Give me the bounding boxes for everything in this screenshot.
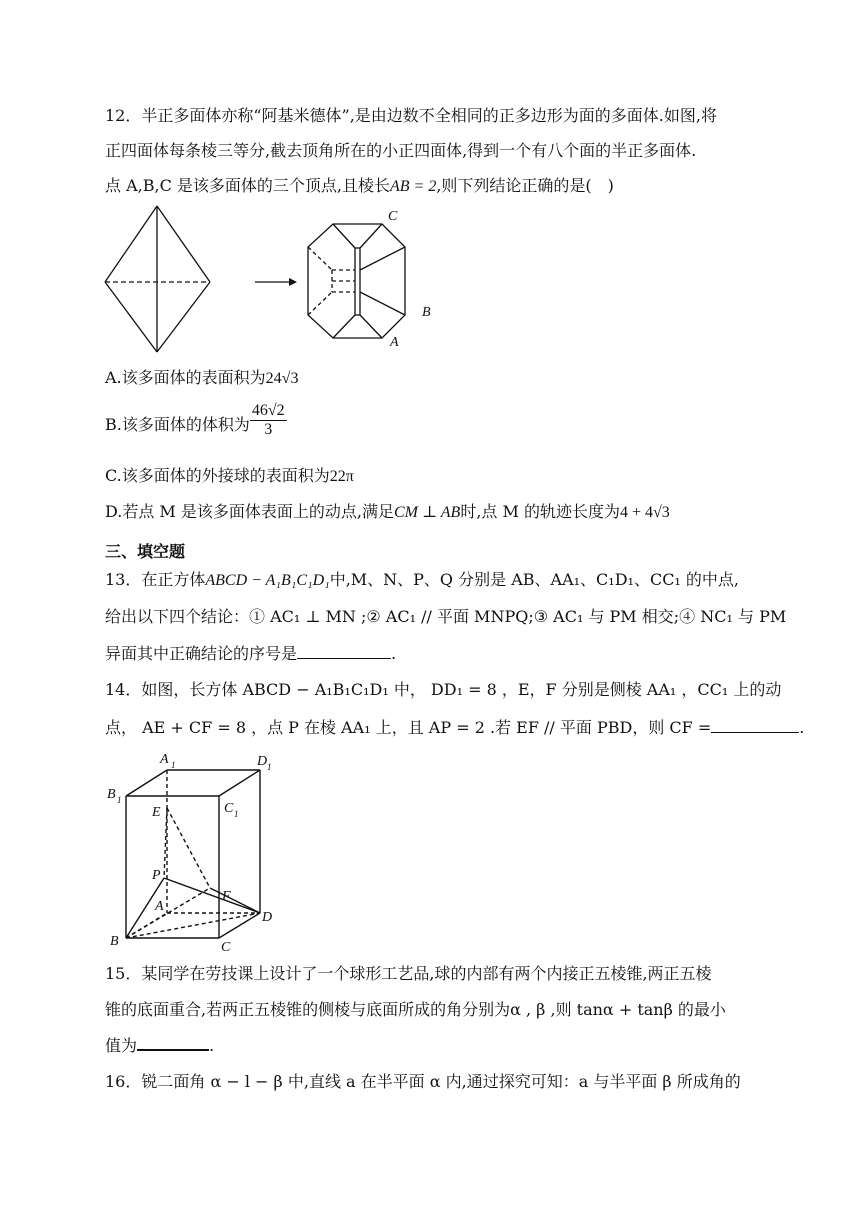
label-c1-sub: 1 [234,809,239,819]
label-f: F [222,889,231,904]
option-d-text-2: 时,点 M 的轨迹长度为 [460,502,620,521]
option-b-text: B.该多面体的体积为 [105,415,250,434]
q12-line-1: 12．半正多面体亦称“阿基米德体”,是由边数不全相同的正多边形为面的多面体.如图,将 [105,106,717,125]
q12-line-2: 正四面体每条棱三等分,截去顶角所在的小正四面体,得到一个有八个面的半正多面体. [105,141,697,160]
truncated-solid-drawing [308,224,405,338]
q12-option-a [105,368,298,389]
option-d-value: 4 + 4√3 [619,504,670,521]
option-d-text: D.若点 M 是该多面体表面上的动点,满足 [105,502,394,521]
q13-line-1 [105,570,739,591]
label-a1-sub: 1 [171,760,176,770]
label-d1-sub: 1 [267,762,272,772]
label-c: C [388,209,398,224]
q14-line-2 [105,718,804,738]
q15-answer-blank[interactable] [137,1049,209,1051]
label-c: C [221,940,231,953]
q13-line-3-text: 异面其中正确结论的序号是 [105,644,298,663]
q12-line-3 [105,176,614,197]
option-d-condition: CM ⊥ AB [394,504,461,521]
q14-line-1: 14．如图，长方体 ABCD − A₁B₁C₁D₁ 中， DD₁ = 8 ，E，F 分别是侧棱 AA₁ ，CC₁ 上的动 [105,680,782,699]
option-c-value: 22π [329,468,354,485]
tetrahedron-drawing [105,206,210,352]
q12-option-c [105,466,354,487]
q14-figure [100,748,290,953]
q13-line-2: 给出以下四个结论：① AC₁ ⊥ MN ;② AC₁ // 平面 MNPQ;③ AC₁ 与 PM 相交;④ NC₁ 与 PM [105,607,787,626]
label-b: B [422,305,431,320]
label-a: A [155,899,164,914]
q15-line-2: 锥的底面重合,若两正五棱锥的侧棱与底面所成的角分别为α , β ,则 tanα + tanβ 的最小 [105,1000,726,1019]
label-d1: D [257,754,268,769]
section-heading: 三、填空题 [105,542,186,561]
q12-line-3-tail: ,则下列结论正确的是( ) [436,176,614,195]
label-b1-sub: 1 [117,795,122,805]
label-a1: A [160,752,169,767]
option-b-denominator: 3 [264,421,273,438]
q15-line-1: 15．某同学在劳技课上设计了一个球形工艺品,球的内部有两个内接正五棱锥,两正五棱 [105,964,712,983]
q13-line-1-tail: 中,M、N、P、Q 分别是 AB、AA₁、C₁D₁、CC₁ 的中点, [329,570,740,589]
label-b: B [110,934,119,949]
label-b1: B [107,787,116,802]
q14-line-2-end: . [799,718,805,737]
q14-line-2-text: 点， AE + CF = 8 ，点 P 在棱 AA₁ 上，且 AP = 2 .若 EF // 平面 PBD，则 CF = [105,718,712,737]
option-a-value: 24√3 [265,370,299,387]
option-b-fraction [250,402,287,439]
label-e: E [152,805,161,820]
option-c-text: C.该多面体的外接球的表面积为 [105,466,330,485]
transform-arrow [255,278,297,286]
q16-line-1: 16．锐二面角 α − l − β 中,直线 a 在半平面 α 内,通过探究可知：a 与半平面 β 所成角的 [105,1072,741,1091]
label-d: D [262,910,273,925]
q13-cube-name: ABCD − A₁B₁C₁D₁ [205,572,330,589]
q12-line-3-text: 点 A,B,C 是该多面体的三个顶点,且棱长 [105,176,390,195]
label-c1: C [224,801,234,816]
q12-edge-length: AB = 2 [390,178,437,195]
label-p: P [152,868,161,883]
q14-answer-blank[interactable] [711,732,799,733]
option-b-numerator: 46√2 [251,402,285,419]
option-a-text: A.该多面体的表面积为 [105,368,266,387]
q12-option-b [105,402,287,439]
cuboid-drawing [126,770,260,938]
q13-answer-blank[interactable] [297,658,391,659]
q13-line-3-end: . [391,644,397,663]
q15-line-3 [105,1036,214,1056]
q13-line-3 [105,644,396,664]
q12-option-d [105,502,670,523]
q15-line-3-end: . [209,1036,215,1055]
q13-line-1-text: 13．在正方体 [105,570,206,589]
label-a: A [390,335,399,350]
q12-figure [100,200,440,360]
q15-line-3-text: 值为 [105,1036,138,1055]
